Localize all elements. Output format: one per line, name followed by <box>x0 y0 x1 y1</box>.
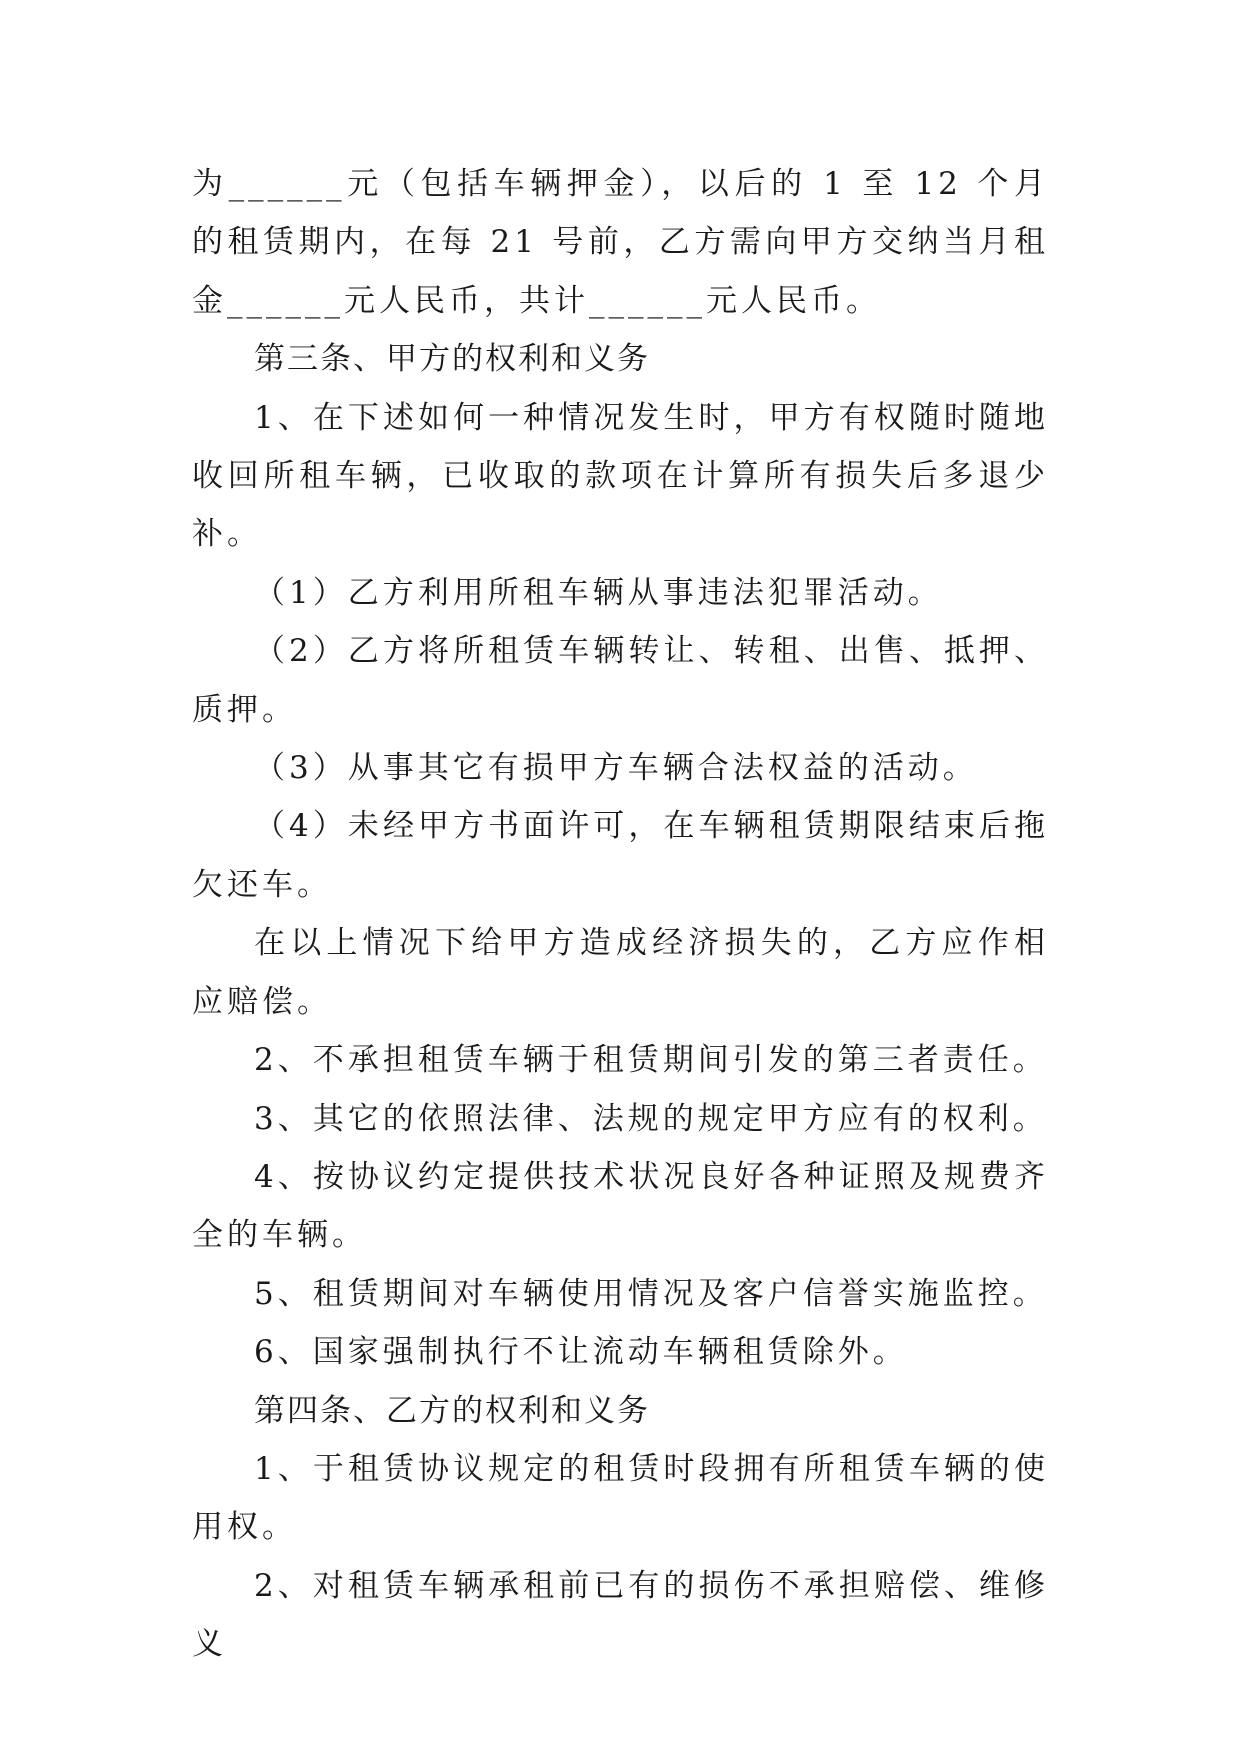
paragraph-a-1-sub-3: （3）从事其它有损甲方车辆合法权益的活动。 <box>254 750 978 787</box>
paragraph-a-1-sub-1: （1）乙方利用所租车辆从事违法犯罪活动。 <box>254 574 943 611</box>
paragraph-a-1: 1、在下述如何一种情况发生时，甲方有权随时随地收回所租车辆，已收取的款项在计算所有损失后多退少补。 <box>192 399 1049 553</box>
section-heading-party-b: 第四条、乙方的权利和义务 <box>254 1392 650 1429</box>
paragraph-a-compensation: 在以上情况下给甲方造成经济损失的，乙方应作相应赔偿。 <box>192 925 1049 1020</box>
paragraph-a-1-sub-4: （4）未经甲方书面许可，在车辆租赁期限结束后拖欠还车。 <box>192 808 1049 903</box>
paragraph-b-2: 2、对租赁车辆承租前已有的损伤不承担赔偿、维修义 <box>192 1567 1049 1663</box>
paragraph-rent-payment: 为______元（包括车辆押金），以后的 1 至 12 个月的租赁期内，在每 21 号前，乙方需向甲方交纳当月租金______元人民币，共计______元人民币。 <box>192 166 1049 319</box>
paragraph-a-5: 5、租赁期间对车辆使用情况及客户信誉实施监控。 <box>254 1275 1048 1312</box>
paragraph-a-3: 3、其它的依照法律、法规的规定甲方应有的权利。 <box>254 1100 1048 1137</box>
section-heading-party-a: 第三条、甲方的权利和义务 <box>254 341 650 378</box>
document-body <box>192 155 1049 1674</box>
paragraph-a-6: 6、国家强制执行不让流动车辆租赁除外。 <box>254 1334 908 1371</box>
paragraph-b-1: 1、于租赁协议规定的租赁时段拥有所租赁车辆的使用权。 <box>192 1450 1049 1546</box>
paragraph-a-2: 2、不承担租赁车辆于租赁期间引发的第三者责任。 <box>254 1042 1048 1079</box>
paragraph-a-1-sub-2: （2）乙方将所租赁车辆转让、转租、出售、抵押、质押。 <box>192 633 1049 728</box>
paragraph-a-4: 4、按协议约定提供技术状况良好各种证照及规费齐全的车辆。 <box>192 1158 1049 1254</box>
